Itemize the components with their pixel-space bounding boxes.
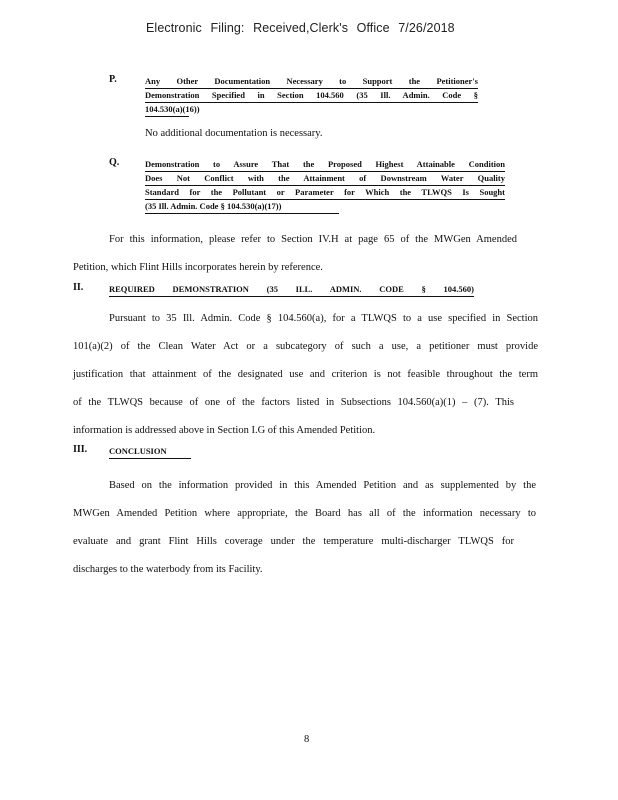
paragraph-line: MWGen Amended Petition where appropriate, the Board has all of the information necessary to [73,508,536,519]
item-q-heading [145,158,505,214]
paragraph-line: information is addressed above in Section I.G of this Amended Petition. [73,425,376,436]
section-iii-heading-text: CONCLUSION [109,445,191,459]
item-p-heading-line: 104.530(a)(16)) [145,103,189,117]
item-p-heading [145,75,478,117]
item-p-label: P. [109,74,117,85]
item-q-heading-line: Does Not Conflict with the Attainment of Downstream Water Quality [145,172,505,186]
item-q-heading-line: Demonstration to Assure That the Proposed Highest Attainable Condition [145,158,505,172]
section-ii-heading [109,283,474,297]
item-p-body: No additional documentation is necessary. [145,128,323,139]
paragraph-line: of the TLWQS because of one of the factors listed in Subsections 104.560(a)(1) – (7). This [73,397,514,408]
paragraph-line: 101(a)(2) of the Clean Water Act or a subcategory of such a use, a petitioner must provide [73,341,538,352]
item-p-heading-line: Any Other Documentation Necessary to Support the Petitioner's [145,75,478,89]
reference-paragraph [73,226,517,282]
paragraph-line: Based on the information provided in this Amended Petition and as supplemented by the [109,480,536,491]
item-p-heading-line: Demonstration Specified in Section 104.560 (35 Ill. Admin. Code § [145,89,478,103]
paragraph-line: justification that attainment of the designated use and criterion is not feasible throughout the term [73,369,538,380]
section-ii-label: II. [73,282,84,293]
item-q-heading-line: (35 Ill. Admin. Code § 104.530(a)(17)) [145,200,339,214]
item-q-heading-line: Standard for the Pollutant or Parameter for Which the TLWQS Is Sought [145,186,505,200]
section-iii-paragraph [73,472,536,584]
paragraph-line: For this information, please refer to Section IV.H at page 65 of the MWGen Amended [109,234,517,245]
section-iii-label: III. [73,444,88,455]
filing-stamp: Electronic Filing: Received,Clerk's Office 7/26/2018 [146,21,455,35]
paragraph-line: discharges to the waterbody from its Facility. [73,564,263,575]
item-q-label: Q. [109,157,120,168]
paragraph-line: Pursuant to 35 Ill. Admin. Code § 104.560(a), for a TLWQS to a use specified in Section [109,313,538,324]
paragraph-line: Petition, which Flint Hills incorporates herein by reference. [73,262,323,273]
section-iii-heading [109,445,191,459]
paragraph-line: evaluate and grant Flint Hills coverage under the temperature multi-discharger TLWQS for [73,536,514,547]
page-number: 8 [304,734,310,745]
section-ii-heading-text: REQUIRED DEMONSTRATION (35 ILL. ADMIN. CODE § 104.560) [109,283,474,297]
section-ii-paragraph [73,305,538,445]
